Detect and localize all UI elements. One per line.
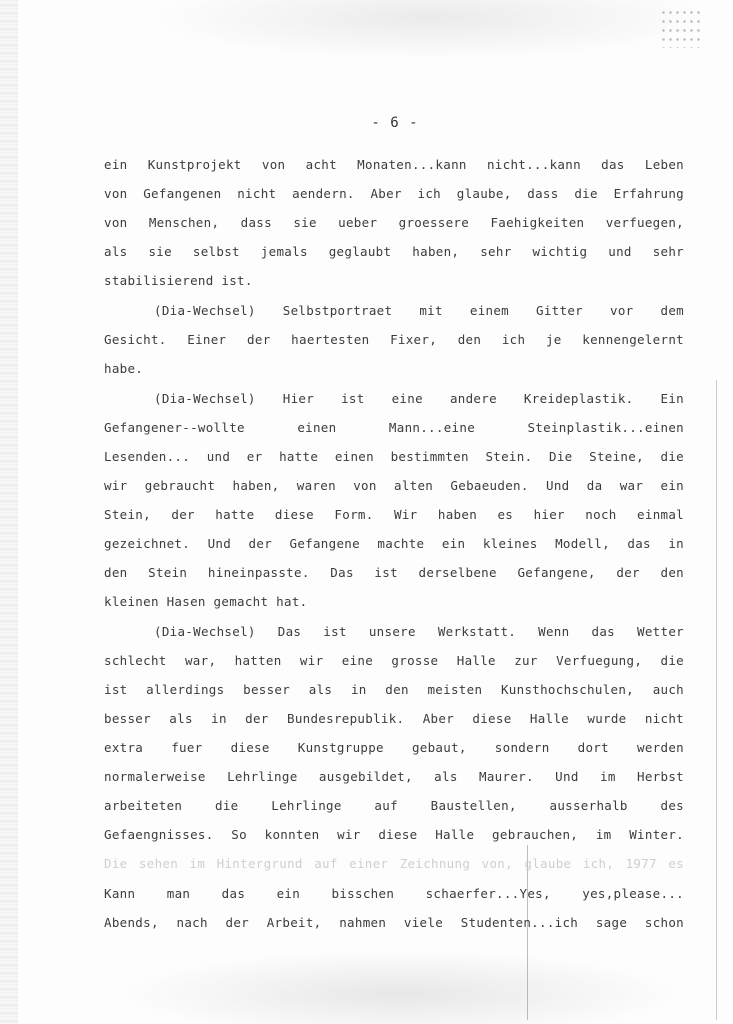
scan-smudge-bottom — [120, 950, 680, 1024]
text-line: (Dia-Wechsel) Selbstportraet mit einem Gitter vor dem — [154, 303, 684, 318]
scan-corner-noise — [660, 8, 700, 48]
text-line: kleinen Hasen gemacht hat. — [104, 594, 308, 609]
text-line: Kann man das ein bisschen schaerfer...Yes, yes,please... — [104, 886, 684, 901]
scan-smudge-top — [150, 0, 710, 60]
text-line: Lesenden... und er hatte einen bestimmten Stein. Die Steine, die — [104, 449, 684, 464]
text-line: extra fuer diese Kunstgruppe gebaut, sondern dort werden — [104, 740, 684, 755]
text-line: von Menschen, dass sie ueber groessere Faehigkeiten verfuegen, — [104, 215, 684, 230]
text-line: Abends, nach der Arbeit, nahmen viele Studenten...ich sage schon — [104, 915, 684, 930]
text-line: (Dia-Wechsel) Hier ist eine andere Kreideplastik. Ein — [154, 391, 684, 406]
text-line: (Dia-Wechsel) Das ist unsere Werkstatt. Wenn das Wetter — [154, 624, 684, 639]
scan-right-edge-line — [716, 380, 717, 1020]
text-line: von Gefangenen nicht aendern. Aber ich glaube, dass die Erfahrung — [104, 186, 684, 201]
text-line: ein Kunstprojekt von acht Monaten...kann nicht...kann das Leben — [104, 157, 684, 172]
text-line: den Stein hineinpasste. Das ist derselbene Gefangene, der den — [104, 565, 684, 580]
text-line: stabilisierend ist. — [104, 273, 253, 288]
text-line: arbeiteten die Lehrlinge auf Baustellen, ausserhalb des — [104, 798, 684, 813]
text-line: habe. — [104, 361, 144, 376]
text-line: Gesicht. Einer der haertesten Fixer, den ich je kennengelernt — [104, 332, 684, 347]
scan-left-edge — [0, 0, 18, 1024]
text-line: Stein, der hatte diese Form. Wir haben es hier noch einmal — [104, 507, 684, 522]
text-line: besser als in der Bundesrepublik. Aber diese Halle wurde nicht — [104, 711, 684, 726]
text-line: wir gebraucht haben, waren von alten Gebaeuden. Und da war ein — [104, 478, 684, 493]
text-line-faded: Die sehen im Hintergrund auf einer Zeichnung von, glaube ich, 1977 es — [104, 856, 684, 871]
text-line: normalerweise Lehrlinge ausgebildet, als Maurer. Und im Herbst — [104, 769, 684, 784]
text-line: als sie selbst jemals geglaubt haben, sehr wichtig und sehr — [104, 244, 684, 259]
text-line: schlecht war, hatten wir eine grosse Halle zur Verfuegung, die — [104, 653, 684, 668]
text-line: Gefaengnisses. So konnten wir diese Halle gebrauchen, im Winter. — [104, 827, 684, 842]
text-line: ist allerdings besser als in den meisten Kunsthochschulen, auch — [104, 682, 684, 697]
text-line: Gefangener--wollte einen Mann...eine Steinplastik...einen — [104, 420, 684, 435]
text-line: gezeichnet. Und der Gefangene machte ein kleines Modell, das in — [104, 536, 684, 551]
page-number: - 6 - — [371, 115, 419, 131]
